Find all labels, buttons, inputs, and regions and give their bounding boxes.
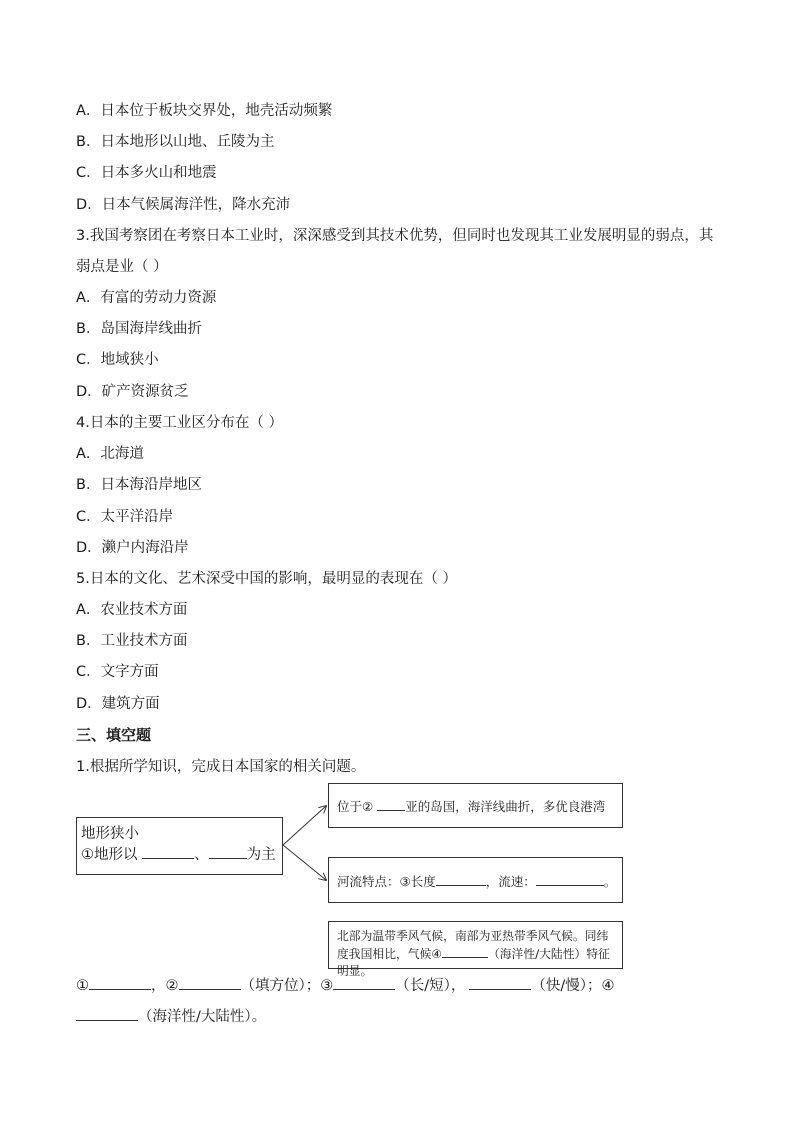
q4-option-b: B．日本海沿岸地区 [76, 477, 202, 493]
location-text-a: 位于② [337, 799, 378, 814]
blank-location[interactable] [377, 798, 405, 811]
q4-option-d: D．濑户内海沿岸 [76, 540, 189, 556]
q5-stem: 5.日本的文化、艺术深受中国的影响，最明显的表现在（ ） [76, 571, 457, 587]
q2-option-b: B．日本地形以山地、丘陵为主 [76, 134, 275, 150]
q4-option-c: C．太平洋沿岸 [76, 509, 174, 525]
q5-option-c: C．文字方面 [76, 664, 159, 680]
answer-mark-4: ④ [601, 978, 615, 994]
answer-blank-1[interactable] [89, 977, 151, 990]
q3-option-d: D．矿产资源贫乏 [76, 384, 189, 400]
answer-blank-3b[interactable] [469, 977, 531, 990]
answer-hint-3b: （快/慢）； [531, 978, 602, 994]
q5-option-d: D．建筑方面 [76, 696, 160, 712]
answer-hint-3: （长/短）， [395, 978, 466, 994]
river-text-b: ，流速： [485, 874, 536, 889]
q3-stem-line2: 弱点是业（ ） [76, 259, 168, 275]
answer-mark-1: ① [76, 978, 89, 994]
blank-terrain-1[interactable] [142, 846, 194, 859]
terrain-text-b: 、 [194, 847, 209, 863]
q5-option-a: A．农业技术方面 [76, 602, 188, 618]
river-text-a: 河流特点：③长度 [337, 874, 436, 889]
arrow-to-top-box [283, 806, 326, 845]
terrain-box [76, 817, 283, 875]
blank-terrain-2[interactable] [209, 846, 247, 859]
blank-river-speed[interactable] [536, 873, 604, 886]
location-box [328, 783, 623, 828]
q2-option-a: A．日本位于板块交界处，地壳活动频繁 [76, 103, 333, 119]
answer-blank-2[interactable] [179, 977, 241, 990]
q5-option-b: B．工业技术方面 [76, 633, 188, 649]
answer-hint-4: （海洋性/大陆性）。 [138, 1009, 267, 1025]
river-box [328, 857, 623, 903]
blank-river-length[interactable] [436, 873, 486, 886]
q3-option-c: C．地域狭小 [76, 352, 159, 368]
answer-blank-4[interactable] [76, 1008, 138, 1021]
terrain-fill-line [81, 845, 278, 866]
answer-hint-2: （填方位）； [240, 978, 321, 994]
q3-option-a: A．有富的劳动力资源 [76, 290, 217, 306]
terrain-text-a: ①地形以 [81, 847, 138, 863]
river-text-c: 。 [603, 874, 617, 889]
answer-mark-3: ③ [320, 978, 334, 994]
answer-line-2 [76, 1007, 266, 1027]
answer-sep: ， [151, 978, 166, 994]
terrain-text-c: 为主 [246, 847, 276, 863]
arrow-to-mid-box [283, 845, 326, 880]
q4-stem: 4.日本的主要工业区分布在（ ） [76, 415, 283, 431]
q3-option-b: B．岛国海岸线曲折 [76, 321, 202, 337]
blank-climate[interactable] [442, 945, 488, 958]
answer-blank-3a[interactable] [333, 977, 395, 990]
terrain-title: 地形狭小 [81, 826, 139, 842]
fill-q1-stem: 1.根据所学知识，完成日本国家的相关问题。 [76, 759, 366, 775]
q2-option-c: C．日本多火山和地震 [76, 165, 217, 181]
answer-line-1 [76, 976, 615, 996]
location-text-b: 亚的岛国，海洋线曲折，多优良港湾 [405, 799, 606, 814]
q4-option-a: A．北海道 [76, 446, 144, 462]
q2-option-d: D．日本气候属海洋性，降水充沛 [76, 197, 291, 213]
answer-mark-2: ② [165, 978, 179, 994]
climate-text-a: 北部为温带季风气候，南部为亚热带季风气候。同纬度我国相比，气候④ [337, 929, 609, 961]
climate-text-b: （海洋性/大陆性）特征明显。 [337, 947, 610, 978]
climate-box [328, 921, 623, 978]
section-heading: 三、填空题 [76, 726, 152, 744]
q3-stem-line1: 3.我国考察团在考察日本工业时，深深感受到其技术优势，但同时也发现其工业发展明显的弱点，其 [76, 228, 714, 244]
